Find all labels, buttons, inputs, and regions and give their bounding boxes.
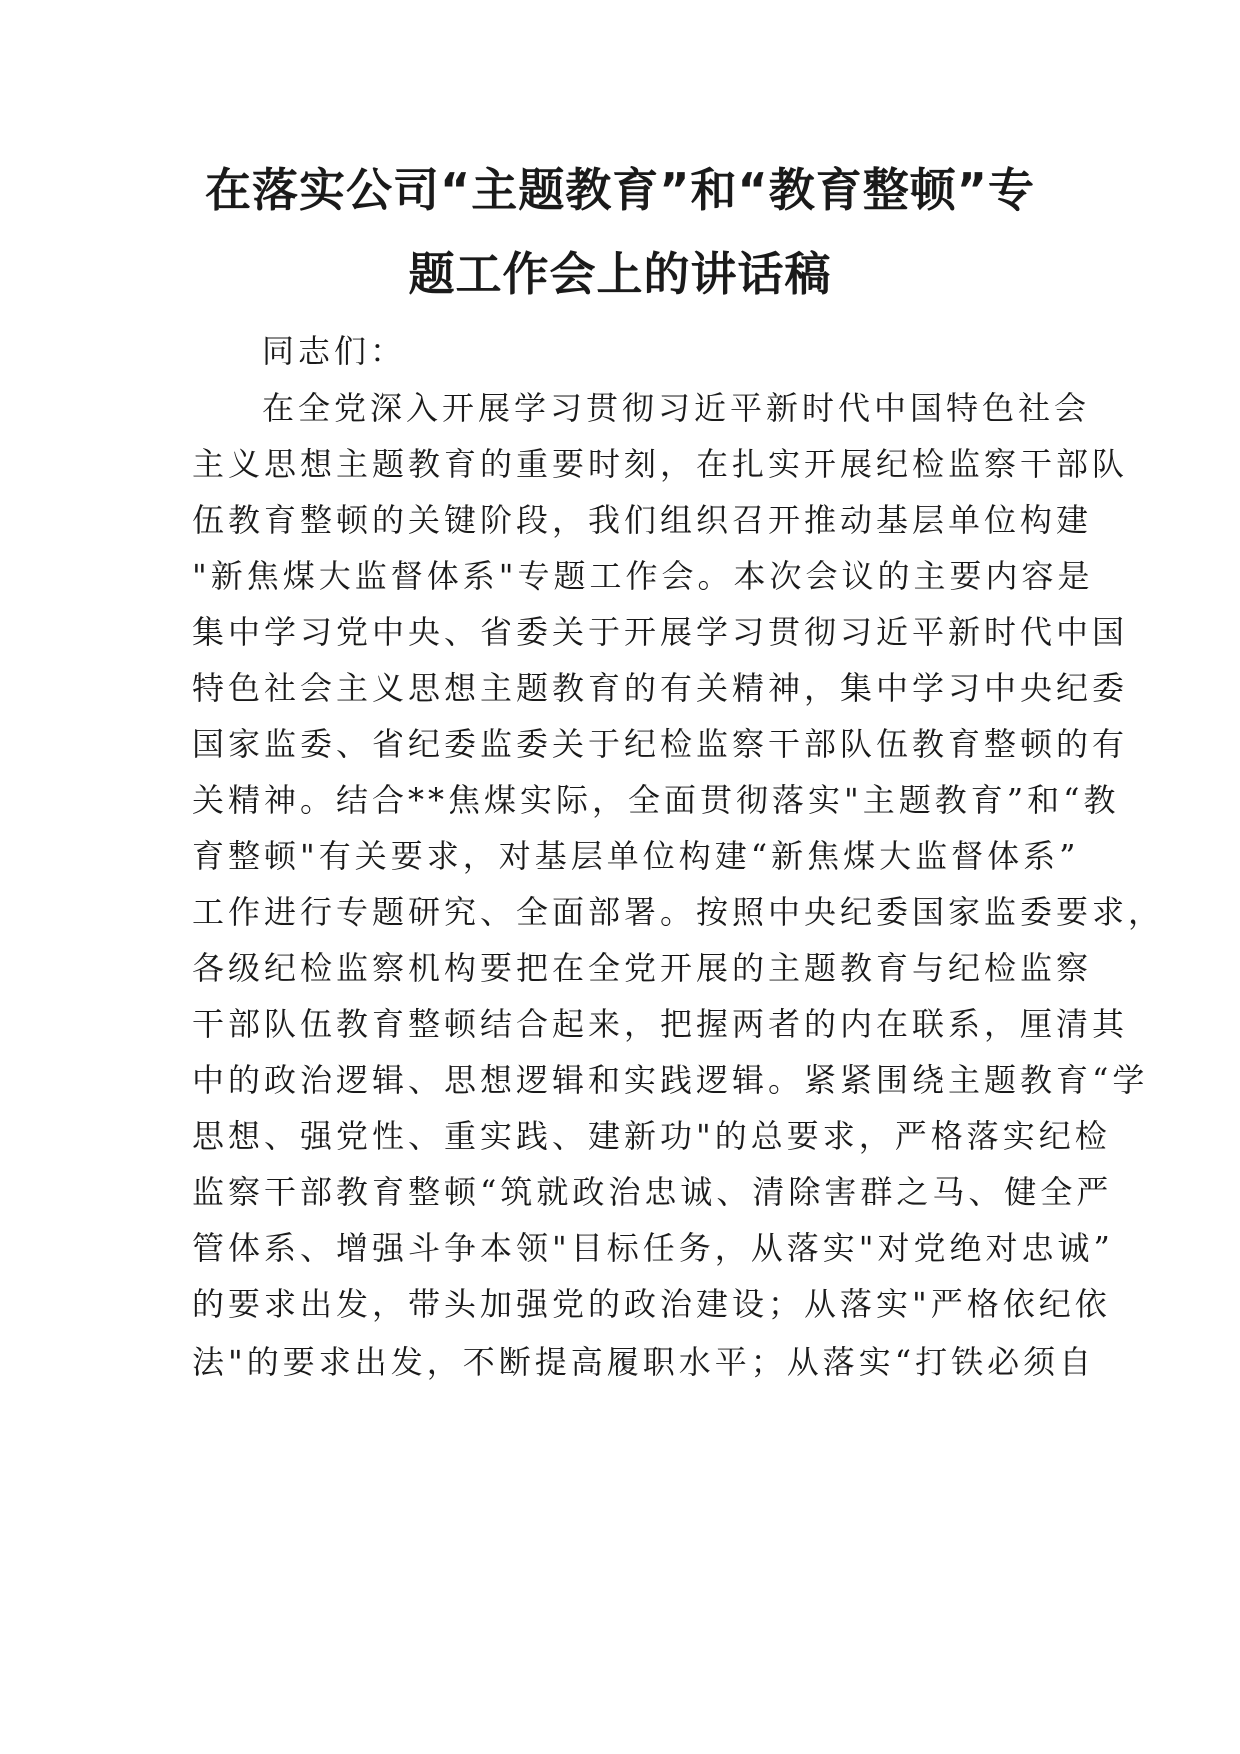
body-line: 的要求出发，带头加强党的政治建设；从落实"严格依纪依 xyxy=(192,1285,1111,1323)
body-line: 管体系、增强斗争本领"目标任务，从落实"对党绝对忠诚” xyxy=(192,1229,1114,1267)
body-line: 监察干部教育整顿“筑就政治忠诚、清除害群之马、健全严 xyxy=(192,1173,1113,1211)
body-line: 育整顿"有关要求，对基层单位构建“新焦煤大监督体系” xyxy=(192,837,1080,875)
body-line: "新焦煤大监督体系"专题工作会。本次会议的主要内容是 xyxy=(192,557,1094,595)
body-line: 工作进行专题研究、全面部署。按照中央纪委国家监委要求， xyxy=(192,893,1165,931)
salutation: 同志们： xyxy=(262,332,407,370)
body-line: 中的政治逻辑、思想逻辑和实践逻辑。紧紧围绕主题教育“学 xyxy=(192,1061,1149,1099)
body-line: 在全党深入开展学习贯彻习近平新时代中国特色社会 xyxy=(262,389,1091,427)
body-line: 国家监委、省纪委监委关于纪检监察干部队伍教育整顿的有 xyxy=(192,725,1129,763)
body-line: 各级纪检监察机构要把在全党开展的主题教育与纪检监察 xyxy=(192,949,1093,987)
document-title-line-2: 题工作会上的讲话稿 xyxy=(408,247,832,301)
body-line: 伍教育整顿的关键阶段，我们组织召开推动基层单位构建 xyxy=(192,501,1093,539)
body-line: 法"的要求出发，不断提高履职水平；从落实“打铁必须自 xyxy=(192,1343,1096,1381)
body-line: 特色社会主义思想主题教育的有关精神，集中学习中央纪委 xyxy=(192,669,1129,707)
body-line: 集中学习党中央、省委关于开展学习贯彻习近平新时代中国 xyxy=(192,613,1129,651)
body-line: 干部队伍教育整顿结合起来，把握两者的内在联系，厘清其 xyxy=(192,1005,1129,1043)
body-line: 关精神。结合**焦煤实际，全面贯彻落实"主题教育”和“教 xyxy=(192,781,1120,819)
body-line: 思想、强党性、重实践、建新功"的总要求，严格落实纪检 xyxy=(192,1117,1111,1155)
document-title-line-1: 在落实公司“主题教育”和“教育整顿”专 xyxy=(205,163,1035,217)
body-line: 主义思想主题教育的重要时刻，在扎实开展纪检监察干部队 xyxy=(192,445,1129,483)
